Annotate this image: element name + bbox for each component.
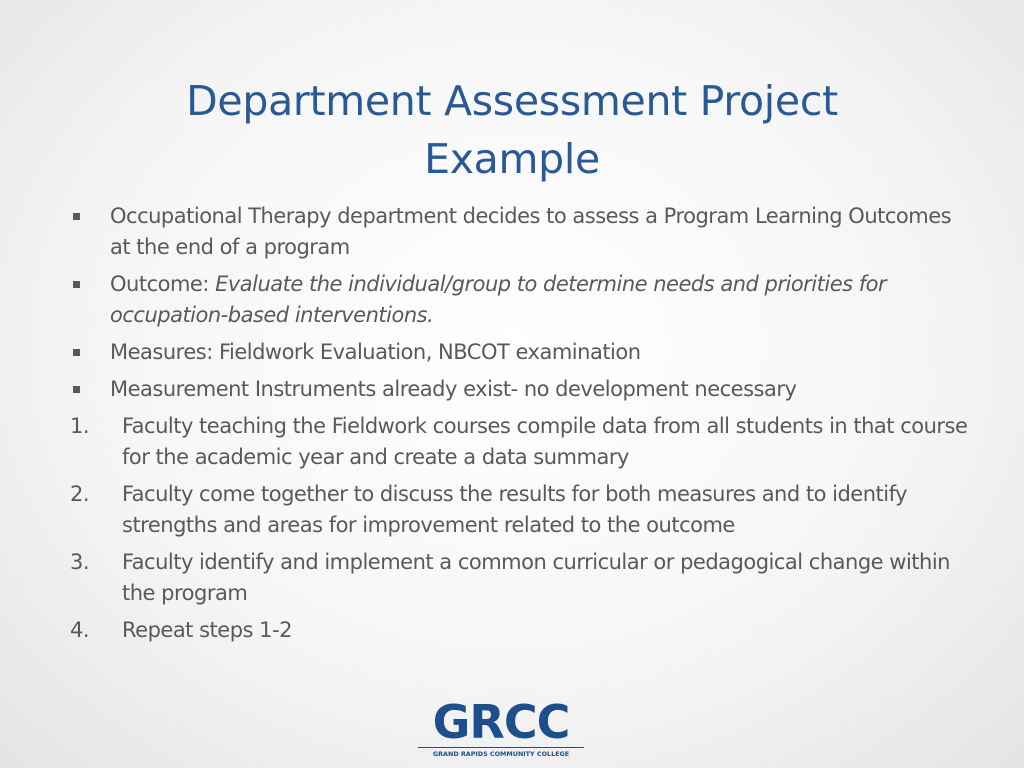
step-text: Faculty teaching the Fieldwork courses compile data from all students in that course for the academic year and create a data summary [122, 414, 968, 469]
bullet-emphasis: Evaluate the individual/group to determine needs and priorities for occupation-based interventions. [110, 272, 887, 327]
square-bullet-icon [73, 213, 80, 220]
square-bullet-icon [73, 386, 80, 393]
title-line-1: Department Assessment Project [186, 77, 838, 125]
numbered-step [70, 479, 970, 541]
step-number: 2. [70, 482, 90, 506]
square-bullet-icon [73, 349, 80, 356]
numbered-step [70, 615, 970, 646]
bullet-item [70, 269, 970, 331]
grcc-logo [418, 697, 584, 761]
slide-title [60, 72, 964, 188]
content-body [70, 201, 970, 652]
step-number: 1. [70, 414, 90, 438]
numbered-step [70, 547, 970, 609]
numbered-step [70, 411, 970, 473]
square-bullet-icon [73, 281, 80, 288]
title-line-2: Example [424, 135, 600, 183]
bullet-text: Measurement Instruments already exist- no development necessary [110, 377, 797, 401]
bullet-item [70, 337, 970, 368]
bullet-text: Measures: Fieldwork Evaluation, NBCOT examination [110, 340, 641, 364]
step-number: 4. [70, 618, 90, 642]
step-text: Repeat steps 1-2 [122, 618, 292, 642]
step-text: Faculty identify and implement a common curricular or pedagogical change within the program [122, 550, 950, 605]
bullet-item [70, 201, 970, 263]
logo-subtitle: GRAND RAPIDS COMMUNITY COLLEGE [418, 747, 584, 759]
bullet-prefix: Outcome: [110, 272, 216, 296]
step-number: 3. [70, 550, 90, 574]
logo-wordmark: GRCC [432, 695, 570, 749]
bullet-item [70, 374, 970, 405]
bullet-text: Occupational Therapy department decides to assess a Program Learning Outcomes at the end of a program [110, 204, 952, 259]
step-text: Faculty come together to discuss the results for both measures and to identify strengths and areas for improvement related to the outcome [122, 482, 908, 537]
